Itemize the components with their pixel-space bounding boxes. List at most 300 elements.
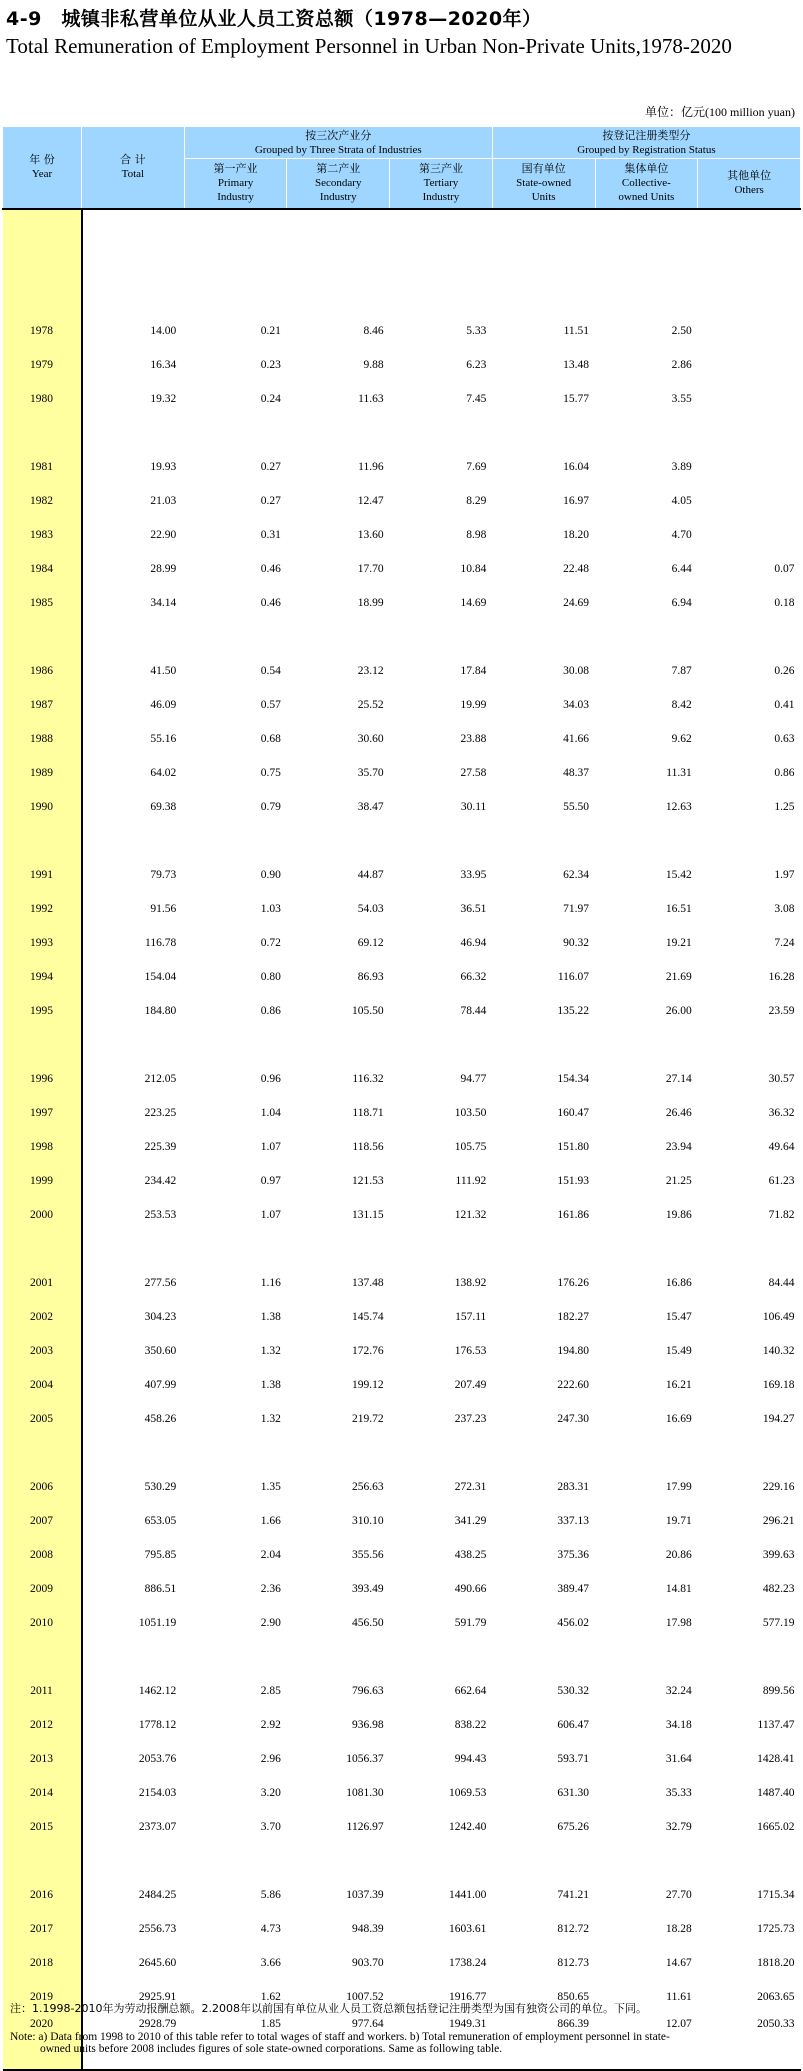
- tertiary-cell: 94.77: [460, 1072, 487, 1085]
- table-row: [3, 382, 801, 416]
- state-cell: 62.34: [563, 868, 590, 881]
- secondary-cell: 1037.39: [346, 1888, 384, 1901]
- primary-cell: 0.86: [260, 1004, 281, 1017]
- others-cell: 194.27: [762, 1412, 795, 1425]
- primary-cell: 1.04: [260, 1106, 281, 1119]
- secondary-cell: 116.32: [352, 1072, 384, 1085]
- total-cell: 14.00: [150, 324, 177, 337]
- secondary-cell: 137.48: [351, 1276, 384, 1289]
- note-cn: 注：1.1998-2010年为劳动报酬总额。2.2008年以前国有单位从业人员工资总额包括登记注册类型为国有独资公司的单位。下同。: [10, 2002, 647, 2015]
- others-cell: 1.97: [774, 868, 795, 881]
- state-cell: 18.20: [563, 528, 590, 541]
- state-cell: 850.65: [557, 1990, 590, 2003]
- total-cell: 34.14: [150, 596, 177, 609]
- table-row: [3, 926, 801, 960]
- tertiary-cell: 438.25: [454, 1548, 487, 1561]
- collective-cell: 2.50: [671, 324, 692, 337]
- collective-cell: 27.14: [665, 1072, 692, 1085]
- secondary-cell: 12.47: [357, 494, 384, 507]
- secondary-cell: 11.63: [358, 392, 384, 405]
- others-cell: 1725.73: [757, 1922, 795, 1935]
- group-gap-row: [3, 1232, 801, 1266]
- gap-cell: [390, 824, 493, 858]
- year-cell: 1979: [3, 348, 82, 382]
- state-cell: 48.37: [563, 766, 590, 779]
- primary-cell: 1.16: [260, 1276, 281, 1289]
- others-cell: 0.41: [774, 698, 795, 711]
- primary-cell: 3.70: [260, 1820, 281, 1833]
- primary-cell: 0.75: [260, 766, 281, 779]
- year-cell-gap: [3, 620, 82, 654]
- total-cell: 350.60: [144, 1344, 177, 1357]
- year-cell: 2013: [3, 1742, 82, 1776]
- group-gap-row: [3, 1640, 801, 1674]
- secondary-cell: 69.12: [357, 936, 384, 949]
- collective-cell: 2.86: [671, 358, 692, 371]
- primary-cell: 4.73: [260, 1922, 281, 1935]
- others-cell: 2050.33: [698, 2014, 801, 2070]
- gap-cell: [595, 1028, 698, 1062]
- tertiary-cell: 105.75: [454, 1140, 487, 1153]
- spacer-cell: [595, 209, 698, 314]
- primary-cell: 0.72: [260, 936, 281, 949]
- unit-label-cn: 单位：亿元: [644, 105, 705, 119]
- tertiary-cell: 17.84: [460, 664, 487, 677]
- others-cell: 0.26: [774, 664, 795, 677]
- tertiary-cell: 1069.53: [448, 1786, 487, 1799]
- secondary-cell: 393.49: [351, 1582, 384, 1595]
- state-cell: 71.97: [563, 902, 590, 915]
- state-cell: 22.48: [563, 562, 590, 575]
- total-cell: 19.32: [150, 392, 177, 405]
- state-cell: 41.66: [563, 732, 590, 745]
- gap-cell: [287, 620, 390, 654]
- state-cell: 15.77: [563, 392, 590, 405]
- others-cell: 1487.40: [757, 1786, 795, 1799]
- collective-cell: 14.67: [665, 1956, 692, 1969]
- secondary-cell: 948.39: [351, 1922, 384, 1935]
- gap-cell: [492, 1028, 595, 1062]
- gap-cell: [698, 620, 801, 654]
- others-cell: 229.16: [762, 1480, 795, 1493]
- total-cell: 79.73: [150, 868, 177, 881]
- year-cell: 2017: [3, 1912, 82, 1946]
- year-cell: 1988: [3, 722, 82, 756]
- page-title-en: Total Remuneration of Employment Personnel in Urban Non-Private Units,1978-2020: [6, 34, 732, 58]
- tertiary-cell: 5.33: [466, 324, 487, 337]
- primary-cell: 0.54: [260, 664, 281, 677]
- gap-cell: [595, 416, 698, 450]
- gap-cell: [390, 1640, 493, 1674]
- header-total: 合 计 Total: [82, 127, 185, 209]
- collective-cell: 31.64: [665, 1752, 692, 1765]
- table-row: [3, 1504, 801, 1538]
- collective-cell: 15.42: [665, 868, 692, 881]
- gap-cell: [698, 1232, 801, 1266]
- total-cell: 2154.03: [138, 1786, 177, 1799]
- gap-cell: [184, 824, 287, 858]
- collective-cell: 32.24: [665, 1684, 692, 1697]
- header-year: 年 份 Year: [3, 127, 82, 209]
- secondary-cell: 35.70: [357, 766, 384, 779]
- year-cell: 1987: [3, 688, 82, 722]
- total-cell: 2484.25: [138, 1888, 177, 1901]
- gap-cell: [595, 620, 698, 654]
- table-row: [3, 1572, 801, 1606]
- gap-cell: [492, 1844, 595, 1878]
- tertiary-cell: 662.64: [454, 1684, 487, 1697]
- others-cell: 399.63: [762, 1548, 795, 1561]
- tertiary-cell: 1949.31: [390, 2014, 493, 2070]
- state-cell: 135.22: [557, 1004, 590, 1017]
- collective-cell: 14.81: [665, 1582, 692, 1595]
- year-cell-gap: [3, 416, 82, 450]
- gap-cell: [287, 1640, 390, 1674]
- secondary-cell: 903.70: [351, 1956, 384, 1969]
- total-cell: 46.09: [150, 698, 177, 711]
- primary-cell: 2.85: [260, 1684, 281, 1697]
- year-cell: 1995: [3, 994, 82, 1028]
- spacer-cell: [82, 209, 185, 314]
- year-cell: 1985: [3, 586, 82, 620]
- state-cell: 55.50: [563, 800, 590, 813]
- gap-cell: [287, 416, 390, 450]
- secondary-cell: 86.93: [357, 970, 384, 983]
- secondary-cell: 105.50: [351, 1004, 384, 1017]
- state-cell: 16.97: [563, 494, 590, 507]
- tertiary-cell: 138.92: [454, 1276, 487, 1289]
- others-cell: 1428.41: [757, 1752, 795, 1765]
- secondary-cell: 256.63: [351, 1480, 384, 1493]
- gap-cell: [287, 1232, 390, 1266]
- year-cell: 2001: [3, 1266, 82, 1300]
- state-cell: 11.51: [563, 324, 590, 337]
- total-cell: 2373.07: [138, 1820, 177, 1833]
- tertiary-cell: 7.69: [466, 460, 487, 473]
- others-cell: 296.21: [762, 1514, 795, 1527]
- collective-cell: 20.86: [665, 1548, 692, 1561]
- primary-cell: 0.31: [260, 528, 281, 541]
- state-cell: 222.60: [557, 1378, 590, 1391]
- state-cell: 606.47: [557, 1718, 590, 1731]
- collective-cell: 6.44: [671, 562, 692, 575]
- collective-cell: 3.55: [671, 392, 692, 405]
- primary-cell: 2.04: [260, 1548, 281, 1561]
- collective-cell: 19.21: [665, 936, 692, 949]
- state-cell: 161.86: [557, 1208, 590, 1221]
- table-row: [3, 1300, 801, 1334]
- year-cell: 2007: [3, 1504, 82, 1538]
- total-cell: 2053.76: [138, 1752, 177, 1765]
- primary-cell: 0.27: [260, 460, 281, 473]
- tertiary-cell: 7.45: [466, 392, 487, 405]
- table-row: [3, 722, 801, 756]
- year-cell: 2014: [3, 1776, 82, 1810]
- collective-cell: 16.51: [665, 902, 692, 915]
- table-row: [3, 586, 801, 620]
- tertiary-cell: 23.88: [460, 732, 487, 745]
- tertiary-cell: 8.29: [466, 494, 487, 507]
- group-gap-row: [3, 1028, 801, 1062]
- state-cell: 16.04: [563, 460, 590, 473]
- year-cell: 1990: [3, 790, 82, 824]
- year-cell-gap: [3, 1436, 82, 1470]
- table-row: [3, 484, 801, 518]
- table-row: [3, 756, 801, 790]
- gap-cell: [184, 1232, 287, 1266]
- note-en-line1: Note: a) Data from 1998 to 2010 of this table refer to total wages of staff and workers. b) Total remuneration of employment personnel in state-: [10, 2031, 670, 2043]
- year-cell: 1998: [3, 1130, 82, 1164]
- year-cell-gap: [3, 824, 82, 858]
- gap-cell: [595, 1844, 698, 1878]
- table-row: [3, 892, 801, 926]
- primary-cell: 1.35: [260, 1480, 281, 1493]
- gap-cell: [492, 620, 595, 654]
- collective-cell: 16.21: [665, 1378, 692, 1391]
- gap-cell: [492, 824, 595, 858]
- year-cell-gap: [3, 1640, 82, 1674]
- year-cell: 1992: [3, 892, 82, 926]
- gap-cell: [698, 824, 801, 858]
- others-cell: 1.25: [774, 800, 795, 813]
- gap-cell: [492, 416, 595, 450]
- year-cell: 1997: [3, 1096, 82, 1130]
- total-cell: 458.26: [144, 1412, 177, 1425]
- state-cell: 741.21: [557, 1888, 590, 1901]
- secondary-cell: 977.64: [287, 2014, 390, 2070]
- year-cell: 2009: [3, 1572, 82, 1606]
- gap-cell: [82, 1436, 185, 1470]
- gap-cell: [492, 1232, 595, 1266]
- total-cell: 154.04: [144, 970, 177, 983]
- gap-cell: [698, 1640, 801, 1674]
- total-cell: 16.34: [150, 358, 177, 371]
- primary-cell: 1.07: [260, 1208, 281, 1221]
- gap-cell: [595, 1436, 698, 1470]
- tertiary-cell: 103.50: [454, 1106, 487, 1119]
- total-cell: 91.56: [150, 902, 177, 915]
- year-cell-gap: [3, 1232, 82, 1266]
- gap-cell: [82, 416, 185, 450]
- tertiary-cell: 157.11: [455, 1310, 487, 1323]
- others-cell: [698, 382, 801, 416]
- year-cell: 2015: [3, 1810, 82, 1844]
- year-cell: 1982: [3, 484, 82, 518]
- tertiary-cell: 66.32: [460, 970, 487, 983]
- year-cell: 1989: [3, 756, 82, 790]
- others-cell: 0.07: [774, 562, 795, 575]
- total-cell: 234.42: [144, 1174, 177, 1187]
- collective-cell: 17.99: [665, 1480, 692, 1493]
- secondary-cell: 44.87: [357, 868, 384, 881]
- total-cell: 212.05: [144, 1072, 177, 1085]
- others-cell: [698, 450, 801, 484]
- total-cell: 1051.19: [138, 1616, 177, 1629]
- others-cell: 482.23: [762, 1582, 795, 1595]
- tertiary-cell: 1603.61: [448, 1922, 487, 1935]
- group-gap-row: [3, 1844, 801, 1878]
- secondary-cell: 9.88: [363, 358, 384, 371]
- state-cell: 30.08: [563, 664, 590, 677]
- tertiary-cell: 341.29: [454, 1514, 487, 1527]
- secondary-cell: 1007.52: [346, 1990, 384, 2003]
- collective-cell: 15.49: [665, 1344, 692, 1357]
- table-row: [3, 518, 801, 552]
- table-row: [3, 1708, 801, 1742]
- table-row: [3, 1198, 801, 1232]
- total-cell: 64.02: [150, 766, 177, 779]
- table-row: [3, 1912, 801, 1946]
- header-group-industry: 按三次产业分 Grouped by Three Strata of Industries: [184, 127, 492, 159]
- year-cell: 1986: [3, 654, 82, 688]
- state-cell: 812.72: [557, 1922, 590, 1935]
- state-cell: 530.32: [557, 1684, 590, 1697]
- secondary-cell: 54.03: [357, 902, 384, 915]
- others-cell: 1665.02: [757, 1820, 795, 1833]
- primary-cell: 1.38: [260, 1310, 281, 1323]
- gap-cell: [698, 1844, 801, 1878]
- others-cell: [698, 348, 801, 382]
- header-spacer-row: [3, 209, 801, 314]
- total-cell: 653.05: [144, 1514, 177, 1527]
- table-row: [3, 790, 801, 824]
- collective-cell: 26.46: [665, 1106, 692, 1119]
- header-state: 国有单位 State-owned Units: [492, 159, 595, 209]
- total-cell: 253.53: [144, 1208, 177, 1221]
- gap-cell: [492, 1436, 595, 1470]
- gap-cell: [287, 1028, 390, 1062]
- total-cell: 795.85: [144, 1548, 177, 1561]
- collective-cell: 12.07: [595, 2014, 698, 2070]
- others-cell: 23.59: [768, 1004, 795, 1017]
- secondary-cell: 145.74: [351, 1310, 384, 1323]
- primary-cell: 0.57: [260, 698, 281, 711]
- year-cell: 2011: [3, 1674, 82, 1708]
- secondary-cell: 456.50: [351, 1616, 384, 1629]
- tertiary-cell: 1738.24: [448, 1956, 487, 1969]
- year-cell: 2008: [3, 1538, 82, 1572]
- state-cell: 151.93: [557, 1174, 590, 1187]
- total-cell: 116.78: [145, 936, 177, 949]
- year-cell: 2016: [3, 1878, 82, 1912]
- year-cell: 2005: [3, 1402, 82, 1436]
- secondary-cell: 121.53: [351, 1174, 384, 1187]
- total-cell: 2556.73: [138, 1922, 177, 1935]
- state-cell: 675.26: [557, 1820, 590, 1833]
- others-cell: 106.49: [762, 1310, 795, 1323]
- collective-cell: 12.63: [665, 800, 692, 813]
- tertiary-cell: 1441.00: [448, 1888, 487, 1901]
- others-cell: 0.63: [774, 732, 795, 745]
- gap-cell: [390, 620, 493, 654]
- total-cell: 21.03: [150, 494, 177, 507]
- table-row: [3, 1878, 801, 1912]
- gap-cell: [698, 416, 801, 450]
- tertiary-cell: 207.49: [454, 1378, 487, 1391]
- secondary-cell: 118.71: [352, 1106, 384, 1119]
- state-cell: 337.13: [557, 1514, 590, 1527]
- primary-cell: 2.90: [260, 1616, 281, 1629]
- tertiary-cell: 6.23: [466, 358, 487, 371]
- total-cell: 22.90: [150, 528, 177, 541]
- year-cell-gap: [3, 1844, 82, 1878]
- gap-cell: [82, 1028, 185, 1062]
- state-cell: 283.31: [557, 1480, 590, 1493]
- gap-cell: [390, 1028, 493, 1062]
- unit-label-en: (100 million yuan): [705, 105, 795, 119]
- state-cell: 389.47: [557, 1582, 590, 1595]
- total-cell: 223.25: [144, 1106, 177, 1119]
- gap-cell: [184, 1640, 287, 1674]
- total-cell: 1778.12: [138, 1718, 177, 1731]
- total-cell: 530.29: [144, 1480, 177, 1493]
- gap-cell: [492, 1640, 595, 1674]
- gap-cell: [82, 1844, 185, 1878]
- others-cell: [698, 518, 801, 552]
- total-cell: 69.38: [150, 800, 177, 813]
- tertiary-cell: 46.94: [460, 936, 487, 949]
- state-cell: 375.36: [557, 1548, 590, 1561]
- tertiary-cell: 1916.77: [448, 1990, 487, 2003]
- table-row: [3, 1470, 801, 1504]
- secondary-cell: 23.12: [357, 664, 384, 677]
- others-cell: 36.32: [768, 1106, 795, 1119]
- state-cell: 154.34: [557, 1072, 590, 1085]
- gap-cell: [595, 1232, 698, 1266]
- primary-cell: 1.85: [184, 2014, 287, 2070]
- collective-cell: 35.33: [665, 1786, 692, 1799]
- year-cell: 1980: [3, 382, 82, 416]
- collective-cell: 4.70: [671, 528, 692, 541]
- secondary-cell: 8.46: [363, 324, 384, 337]
- secondary-cell: 355.56: [351, 1548, 384, 1561]
- gap-cell: [287, 1436, 390, 1470]
- total-cell: 41.50: [150, 664, 177, 677]
- header-secondary: 第二产业 Secondary Industry: [287, 159, 390, 209]
- tertiary-cell: 33.95: [460, 868, 487, 881]
- collective-cell: 34.18: [665, 1718, 692, 1731]
- collective-cell: 17.98: [665, 1616, 692, 1629]
- others-cell: 2063.65: [757, 1990, 795, 2003]
- unit-label: [645, 103, 795, 120]
- primary-cell: 0.97: [260, 1174, 281, 1187]
- gap-cell: [184, 1028, 287, 1062]
- table-row: [3, 1674, 801, 1708]
- secondary-cell: 11.96: [358, 460, 384, 473]
- table-row: [3, 1606, 801, 1640]
- year-cell: 1993: [3, 926, 82, 960]
- collective-cell: 3.89: [671, 460, 692, 473]
- total-cell: 2645.60: [138, 1956, 177, 1969]
- primary-cell: 0.21: [260, 324, 281, 337]
- state-cell: 176.26: [557, 1276, 590, 1289]
- primary-cell: 1.32: [260, 1344, 281, 1357]
- year-cell: 1984: [3, 552, 82, 586]
- collective-cell: 18.28: [665, 1922, 692, 1935]
- table-row: [3, 1402, 801, 1436]
- spacer-cell: [390, 209, 493, 314]
- total-cell: 2928.79: [82, 2014, 185, 2070]
- tertiary-cell: 27.58: [460, 766, 487, 779]
- table-row: [3, 1266, 801, 1300]
- collective-cell: 21.25: [665, 1174, 692, 1187]
- year-cell: 2019: [3, 1980, 82, 2014]
- gap-cell: [287, 1844, 390, 1878]
- tertiary-cell: 8.98: [466, 528, 487, 541]
- others-cell: 169.18: [762, 1378, 795, 1391]
- primary-cell: 0.79: [260, 800, 281, 813]
- collective-cell: 4.05: [671, 494, 692, 507]
